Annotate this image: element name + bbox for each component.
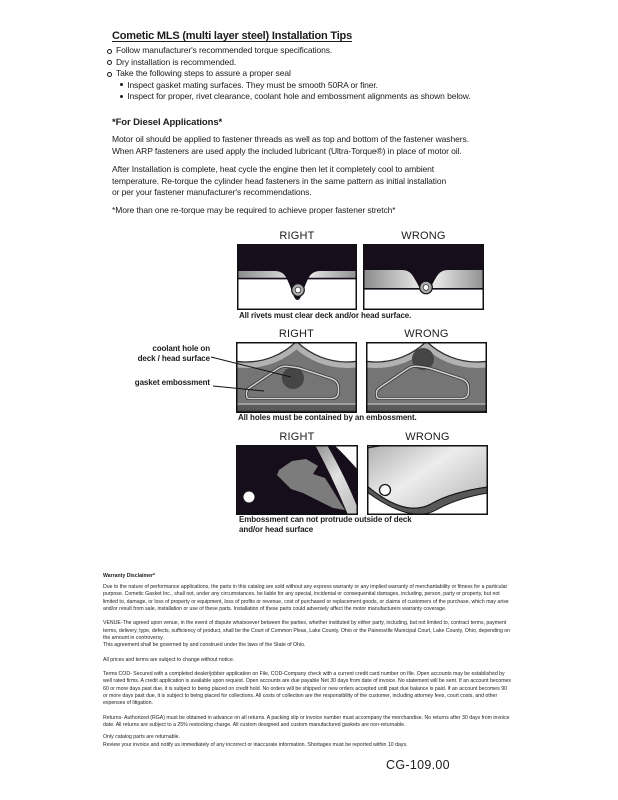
gasket-embossment-label: gasket embossment: [134, 378, 210, 387]
terms-paragraph: Terms COD- Secured with a completed dealer/jobber application on File, COD-Company check with a current credit card number on file. Open accounts may be established by well rated firms. A credit application is available upon request. Open accounts are due payable Net 30 days from date of invoice. No statement will be sent. If an account becomes 60 or more days past due, it is subject to being placed on credit hold. No orders will be shipped or new orders accepted until past due balance is paid. If an account becomes 90 or more days past due, it is subject to being placed for collections. All costs of collection are the responsibility of the customer, including attorney fees, court costs, and other expenses of litigation.: [103, 670, 512, 707]
diesel-paragraph-1: Motor oil should be applied to fastener threads as well as top and bottom of the fastener washers. When ARP fasteners are used apply the included lubricant (Ultra-Torque®) in place of motor oil.: [112, 134, 469, 156]
governing-law-line: This agreement shall be governed by and construed under the laws of the State of Ohio.: [103, 642, 306, 649]
protrusion-right-diagram: [236, 445, 358, 515]
venue-paragraph: VENUE-The agreed upon venue, in the event of dispute whatsoever between the parties, whether instituted by either party, including, but not limited to, contract terms, payment terms, delivery, type, defects, sufficiency of product, shall be the Court of Common Pleas, Lake County, Ohio or the Painesville Municipal Court, Lake County, Ohio, depending on the amount in controversy.: [103, 620, 511, 641]
diesel-paragraph-2: After Installation is complete, heat cycle the engine then let it completely cool to ambient temperature. Re-torque the cylinder head fasteners in the same pattern as initial installation or per your fastener manufacturer's recommendations.: [112, 164, 447, 198]
warranty-heading: Warranty Disclaimer*: [103, 573, 155, 579]
review-invoice-line: Review your invoice and notify us immediately of any incorrect or inaccurate information. Shortages must be reported within 10 days.: [103, 741, 408, 748]
list-item: [107, 68, 471, 80]
page-number: CG-109.00: [386, 758, 450, 772]
open-bullet-icon: [107, 49, 112, 54]
protrusion-wrong-diagram: [367, 445, 488, 515]
returnable-line: Only catalog parts are returnable.: [103, 734, 180, 741]
embossment-wrong-diagram: [366, 342, 487, 413]
prices-line: All prices and terms are subject to change without notice.: [103, 656, 235, 663]
filled-bullet-icon: [120, 95, 123, 98]
returns-paragraph: Returns- Authorized (RGA) must be obtained in advance on all returns. A packing slip or invoice number must accompany the merchandise. No returns after 30 days from invoice date. All returns are subject to a 25% restocking charge. All custom designed and custom manufactured gaskets are non-returnable.: [103, 714, 510, 728]
retorque-note: *More than one re-torque may be required to achieve proper fastener stretch*: [112, 205, 396, 215]
sub-list-item: [120, 91, 471, 103]
diesel-heading: *For Diesel Applications*: [112, 117, 223, 128]
page-title: Cometic MLS (multi layer steel) Installation Tips: [112, 30, 352, 42]
leader-lines: [205, 350, 300, 395]
rivet-clearance-wrong-diagram: [363, 244, 484, 310]
row3-right-label: RIGHT: [279, 431, 315, 443]
row3-wrong-label: WRONG: [405, 431, 450, 443]
row2-right-label: RIGHT: [278, 328, 315, 340]
sub-list-item: [120, 80, 471, 92]
list-item-text: Inspect for proper, rivet clearance, coolant hole and embossment alignments as shown below.: [127, 91, 471, 101]
row2-wrong-label: WRONG: [404, 328, 449, 340]
row1-caption: All rivets must clear deck and/or head surface.: [239, 311, 412, 320]
list-item: [107, 57, 471, 69]
warranty-paragraph: Due to the nature of performance applications, the parts in this catalog are sold without any express warranty or any implied warranty of merchantability or fitness for a particular purpose. Cometic Gasket Inc., shall not, under any circumstances, be liable for any special, incidental or consequential damages, including, person, party or property, but not limited to, damage, or loss of property or equipment, loss of profits or revenue, cost of purchased or replacement goods, or claims of customers of the purchase, which may arise and/or result from sale, installation or use of these parts. Installation of these parts could adversely affect the motor manufacturers warranty coverage.: [103, 583, 509, 612]
list-item: [107, 45, 471, 57]
list-item-text: Follow manufacturer's recommended torque specifications.: [116, 45, 333, 55]
open-bullet-icon: [107, 60, 112, 65]
installation-tips-list: [107, 45, 471, 103]
row3-caption: Embossment can not protrude outside of deck and/or head surface: [239, 515, 412, 534]
list-item-text: Inspect gasket mating surfaces. They must be smooth 50RA or finer.: [127, 79, 378, 90]
row1-right-label: RIGHT: [279, 230, 315, 242]
list-item-text: Take the following steps to assure a proper seal: [116, 68, 291, 78]
warranty-disclaimer-block: [103, 573, 513, 749]
filled-bullet-icon: [120, 83, 123, 86]
open-bullet-icon: [107, 72, 112, 77]
list-item-text: Dry installation is recommended.: [116, 56, 237, 67]
row1-wrong-label: WRONG: [401, 230, 446, 242]
row2-caption: All holes must be contained by an embossment.: [238, 413, 417, 422]
rivet-clearance-right-diagram: [237, 244, 357, 310]
coolant-hole-label: coolant hole on deck / head surface: [137, 344, 210, 363]
